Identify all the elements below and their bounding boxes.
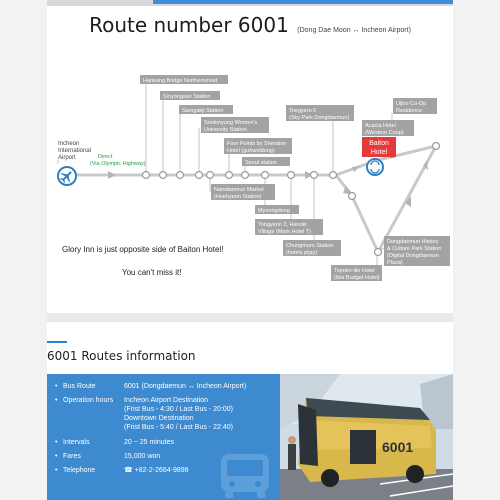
- stop-label: Four Points by Sheraton: [227, 141, 287, 147]
- stop-dot: [262, 172, 269, 179]
- stop-label: & Culture Park Station: [387, 246, 442, 252]
- stop-label: Sinyongsan Station: [163, 94, 211, 100]
- stop-dot: [330, 172, 337, 179]
- stop-label: Samgakji Station: [182, 108, 224, 114]
- stop-label: Hankang Bridge Northernmost: [143, 78, 218, 84]
- bullet: •: [55, 439, 58, 446]
- section-accent: [47, 341, 67, 343]
- telephone-number[interactable]: ☎ +82-2-2664-9898: [124, 467, 189, 474]
- stop-label: Plaza): [387, 260, 403, 266]
- stop-label: Uljiro Co-Op: [396, 101, 427, 107]
- row-value: Downtown Destination: [124, 415, 194, 422]
- highlight-line-1: Baiton: [369, 140, 389, 147]
- bullet: •: [55, 397, 58, 404]
- stop-label: (Digital Dongdaemun: [387, 253, 439, 259]
- stop-dot: [207, 172, 214, 179]
- stop-label: Acacia Hotel: [365, 123, 396, 129]
- stop-label: Dongdaemun History: [387, 239, 439, 245]
- stop-label: Namdaemun Market: [214, 187, 264, 193]
- row-value: (Frist Bus - 4:30 / Last Bus - 20:00): [124, 406, 233, 413]
- row-value: Incheon Airport Destination: [124, 397, 209, 404]
- stop-label: Myeongdong: [258, 208, 290, 214]
- bullet: •: [55, 383, 58, 390]
- row-value: 20 ~ 25 minutes: [124, 439, 175, 446]
- section-title: 6001 Routes information: [47, 349, 196, 363]
- row-label: Fares: [63, 453, 81, 460]
- note-cant-miss: You can't miss it!: [122, 268, 182, 277]
- stop-label: Residence: [396, 108, 422, 114]
- row-value: 15,000 won: [124, 453, 161, 460]
- section-divider: [47, 313, 453, 322]
- stop-label: Tongyeon 2, Hanoki: [258, 222, 307, 228]
- stop-label: Topoko-ilin Hotel: [334, 268, 375, 274]
- origin-label-3: Airport: [58, 155, 76, 161]
- bullet: •: [55, 467, 58, 474]
- stop-dot: [160, 172, 167, 179]
- stop-label: Village (Mark Hotel T): [258, 229, 311, 235]
- bus-photo: [280, 374, 453, 500]
- note-glory-inn: Glory Inn is just opposite side of Baiton Hotel!: [62, 245, 224, 254]
- stop-dot: [288, 172, 295, 179]
- stop-label: Seoul station: [245, 160, 277, 166]
- stop-label: (Sky Park Dongdaemun): [289, 115, 350, 121]
- page-title: Route number 6001: [89, 13, 289, 37]
- bus-number-sign: 6001: [382, 439, 414, 455]
- stop-dot: [226, 172, 233, 179]
- row-label: Bus Route: [63, 383, 96, 390]
- stop-label: Toegyero 6: [289, 108, 317, 114]
- stop-label: (hotels pijay): [286, 250, 318, 256]
- page-subtitle: (Dong Dae Moon ↔ Incheon Airport): [297, 27, 411, 34]
- row-label: Telephone: [63, 467, 96, 474]
- row-value: 6001 (Dongdaemun ↔ Incheon Airport): [124, 383, 247, 390]
- stop-dot: [433, 143, 440, 150]
- row-label: Operation hours: [63, 397, 114, 404]
- stop-dot: [375, 249, 382, 256]
- stop-label: University Station: [204, 127, 247, 133]
- stop-dot: [311, 172, 318, 179]
- stop-dot: [177, 172, 184, 179]
- bus-illustration: [280, 374, 453, 500]
- stop-label: (Hoehyeon Station): [214, 194, 262, 200]
- stop-label: Sookmyung Women's: [204, 120, 258, 126]
- info-box: [47, 374, 280, 500]
- stop-dot: [196, 172, 203, 179]
- stop-dot: [242, 172, 249, 179]
- highlight-line-2: Hotel: [370, 149, 388, 156]
- bullet: •: [55, 453, 58, 460]
- routes-info-panel: [47, 322, 453, 500]
- stop-label: Hotel (guhwoldong): [227, 148, 275, 154]
- lower-stop-labels: [211, 184, 341, 256]
- origin-label-1: Incheon: [58, 141, 80, 147]
- stop-dot: [143, 172, 150, 179]
- stop-label: (Western Coop): [365, 130, 404, 136]
- row-value: (Frist Bus - 5:40 / Last Bus - 22:40): [124, 424, 233, 431]
- origin-label-2: International: [58, 148, 92, 154]
- bus-icon: [215, 452, 275, 500]
- stop-label: Chungmuro Station: [286, 243, 334, 249]
- stop-dot: [349, 193, 356, 200]
- stop-label: (Ibis Budget Hotel): [334, 275, 380, 281]
- direct-label: Direct: [98, 154, 113, 160]
- row-label: Intervals: [63, 439, 90, 446]
- via-label: (Via Olympic Highway): [90, 161, 146, 167]
